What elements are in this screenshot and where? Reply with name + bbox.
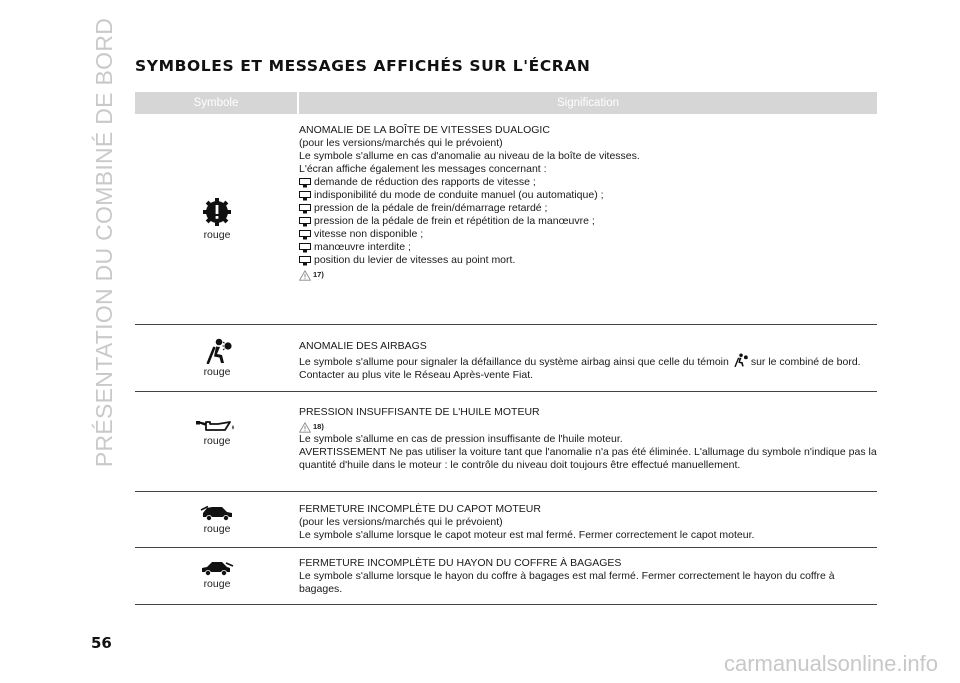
row-text: Le symbole s'allume en cas de pression insuffisante de l'huile moteur. [299,433,623,445]
meaning-cell [299,114,877,324]
row-title: PRESSION INSUFFISANTE DE L'HUILE MOTEUR [299,406,540,418]
symbols-table [135,92,877,605]
warning-note: 18) [299,419,877,433]
list-item: manœuvre interdite ; [299,241,877,254]
warning-triangle-icon [299,422,311,433]
table-row [135,492,877,548]
header-symbol: Symbole [135,92,299,114]
row-title: ANOMALIE DES AIRBAGS [299,340,427,352]
meaning-cell [299,325,877,391]
display-bullet-icon [299,217,311,227]
airbag-icon [202,338,232,364]
list-item: vitesse non disponible ; [299,228,877,241]
meaning-cell [299,548,877,604]
warning-note: 17) [299,267,877,281]
row-title: ANOMALIE DE LA BOÎTE DE VITESSES DUALOGIC [299,124,550,136]
list-item: demande de réduction des rapports de vitesse ; [299,176,877,189]
symbol-cell [135,114,299,324]
row-text: L'écran affiche également les messages concernant : [299,163,547,175]
list-item: pression de la pédale de frein/démarrage retardé ; [299,202,877,215]
list-item: pression de la pédale de frein et répétition de la manœuvre ; [299,215,877,228]
meaning-cell [299,392,877,491]
display-bullet-icon [299,204,311,214]
header-meaning: Signification [556,97,619,109]
row-text: (pour les versions/marchés qui le prévoient) [299,516,503,528]
gearbox-warning-icon [202,197,232,227]
warning-triangle-icon [299,270,311,281]
table-row [135,325,877,392]
oil-pressure-icon [196,419,238,433]
row-text: Le symbole s'allume lorsque le capot moteur est mal fermé. Fermer correctement le capot moteur. [299,529,755,541]
display-bullet-icon [299,191,311,201]
display-bullet-icon [299,230,311,240]
row-text: Le symbole s'allume pour signaler la défaillance du système airbag ainsi que celle du témoin sur le combiné de bord. Contacter au plus vite le Réseau Après-vente Fiat. [299,353,877,382]
table-row [135,548,877,605]
page-number: 56 [91,634,112,652]
display-bullet-icon [299,178,311,188]
table-header [135,92,877,114]
symbol-cell [135,392,299,491]
side-chapter-title: PRÉSENTATION DU COMBINÉ DE BORD [91,17,118,467]
airbag-inline-icon [732,353,748,367]
table-row [135,392,877,492]
symbol-cell [135,548,299,604]
car-bonnet-open-icon [200,505,234,521]
list-item: position du levier de vitesses au point mort. [299,254,877,267]
page-title: SYMBOLES ET MESSAGES AFFICHÉS SUR L'ÉCRAN [135,57,591,75]
row-title: FERMETURE INCOMPLÈTE DU CAPOT MOTEUR [299,503,541,515]
symbol-cell [135,492,299,547]
color-label: rouge [203,523,231,535]
list-item: indisponibilité du mode de conduite manuel (ou automatique) ; [299,189,877,202]
watermark: carmanualsonline.info [723,651,938,676]
row-text: (pour les versions/marchés qui le prévoient) [299,137,503,149]
meaning-cell [299,492,877,547]
color-label: rouge [203,578,231,590]
car-tailgate-open-icon [200,560,234,576]
display-bullet-icon [299,243,311,253]
symbol-cell [135,325,299,391]
table-row [135,114,877,325]
display-bullet-icon [299,256,311,266]
row-text: AVERTISSEMENT Ne pas utiliser la voiture tant que l'anomalie n'a pas été éliminée. L'allumage du symbole n'indique pas la quantité d'huile dans le moteur : le contrôle du niveau doit toujours être effectué manuellement. [299,446,877,471]
color-label: rouge [203,229,231,241]
row-text: Le symbole s'allume lorsque le hayon du coffre à bagages est mal fermé. Fermer correctement le hayon du coffre à bagages. [299,570,835,595]
row-title: FERMETURE INCOMPLÈTE DU HAYON DU COFFRE À BAGAGES [299,557,622,569]
color-label: rouge [203,435,231,447]
color-label: rouge [203,366,231,378]
row-text: Le symbole s'allume en cas d'anomalie au niveau de la boîte de vitesses. [299,150,640,162]
